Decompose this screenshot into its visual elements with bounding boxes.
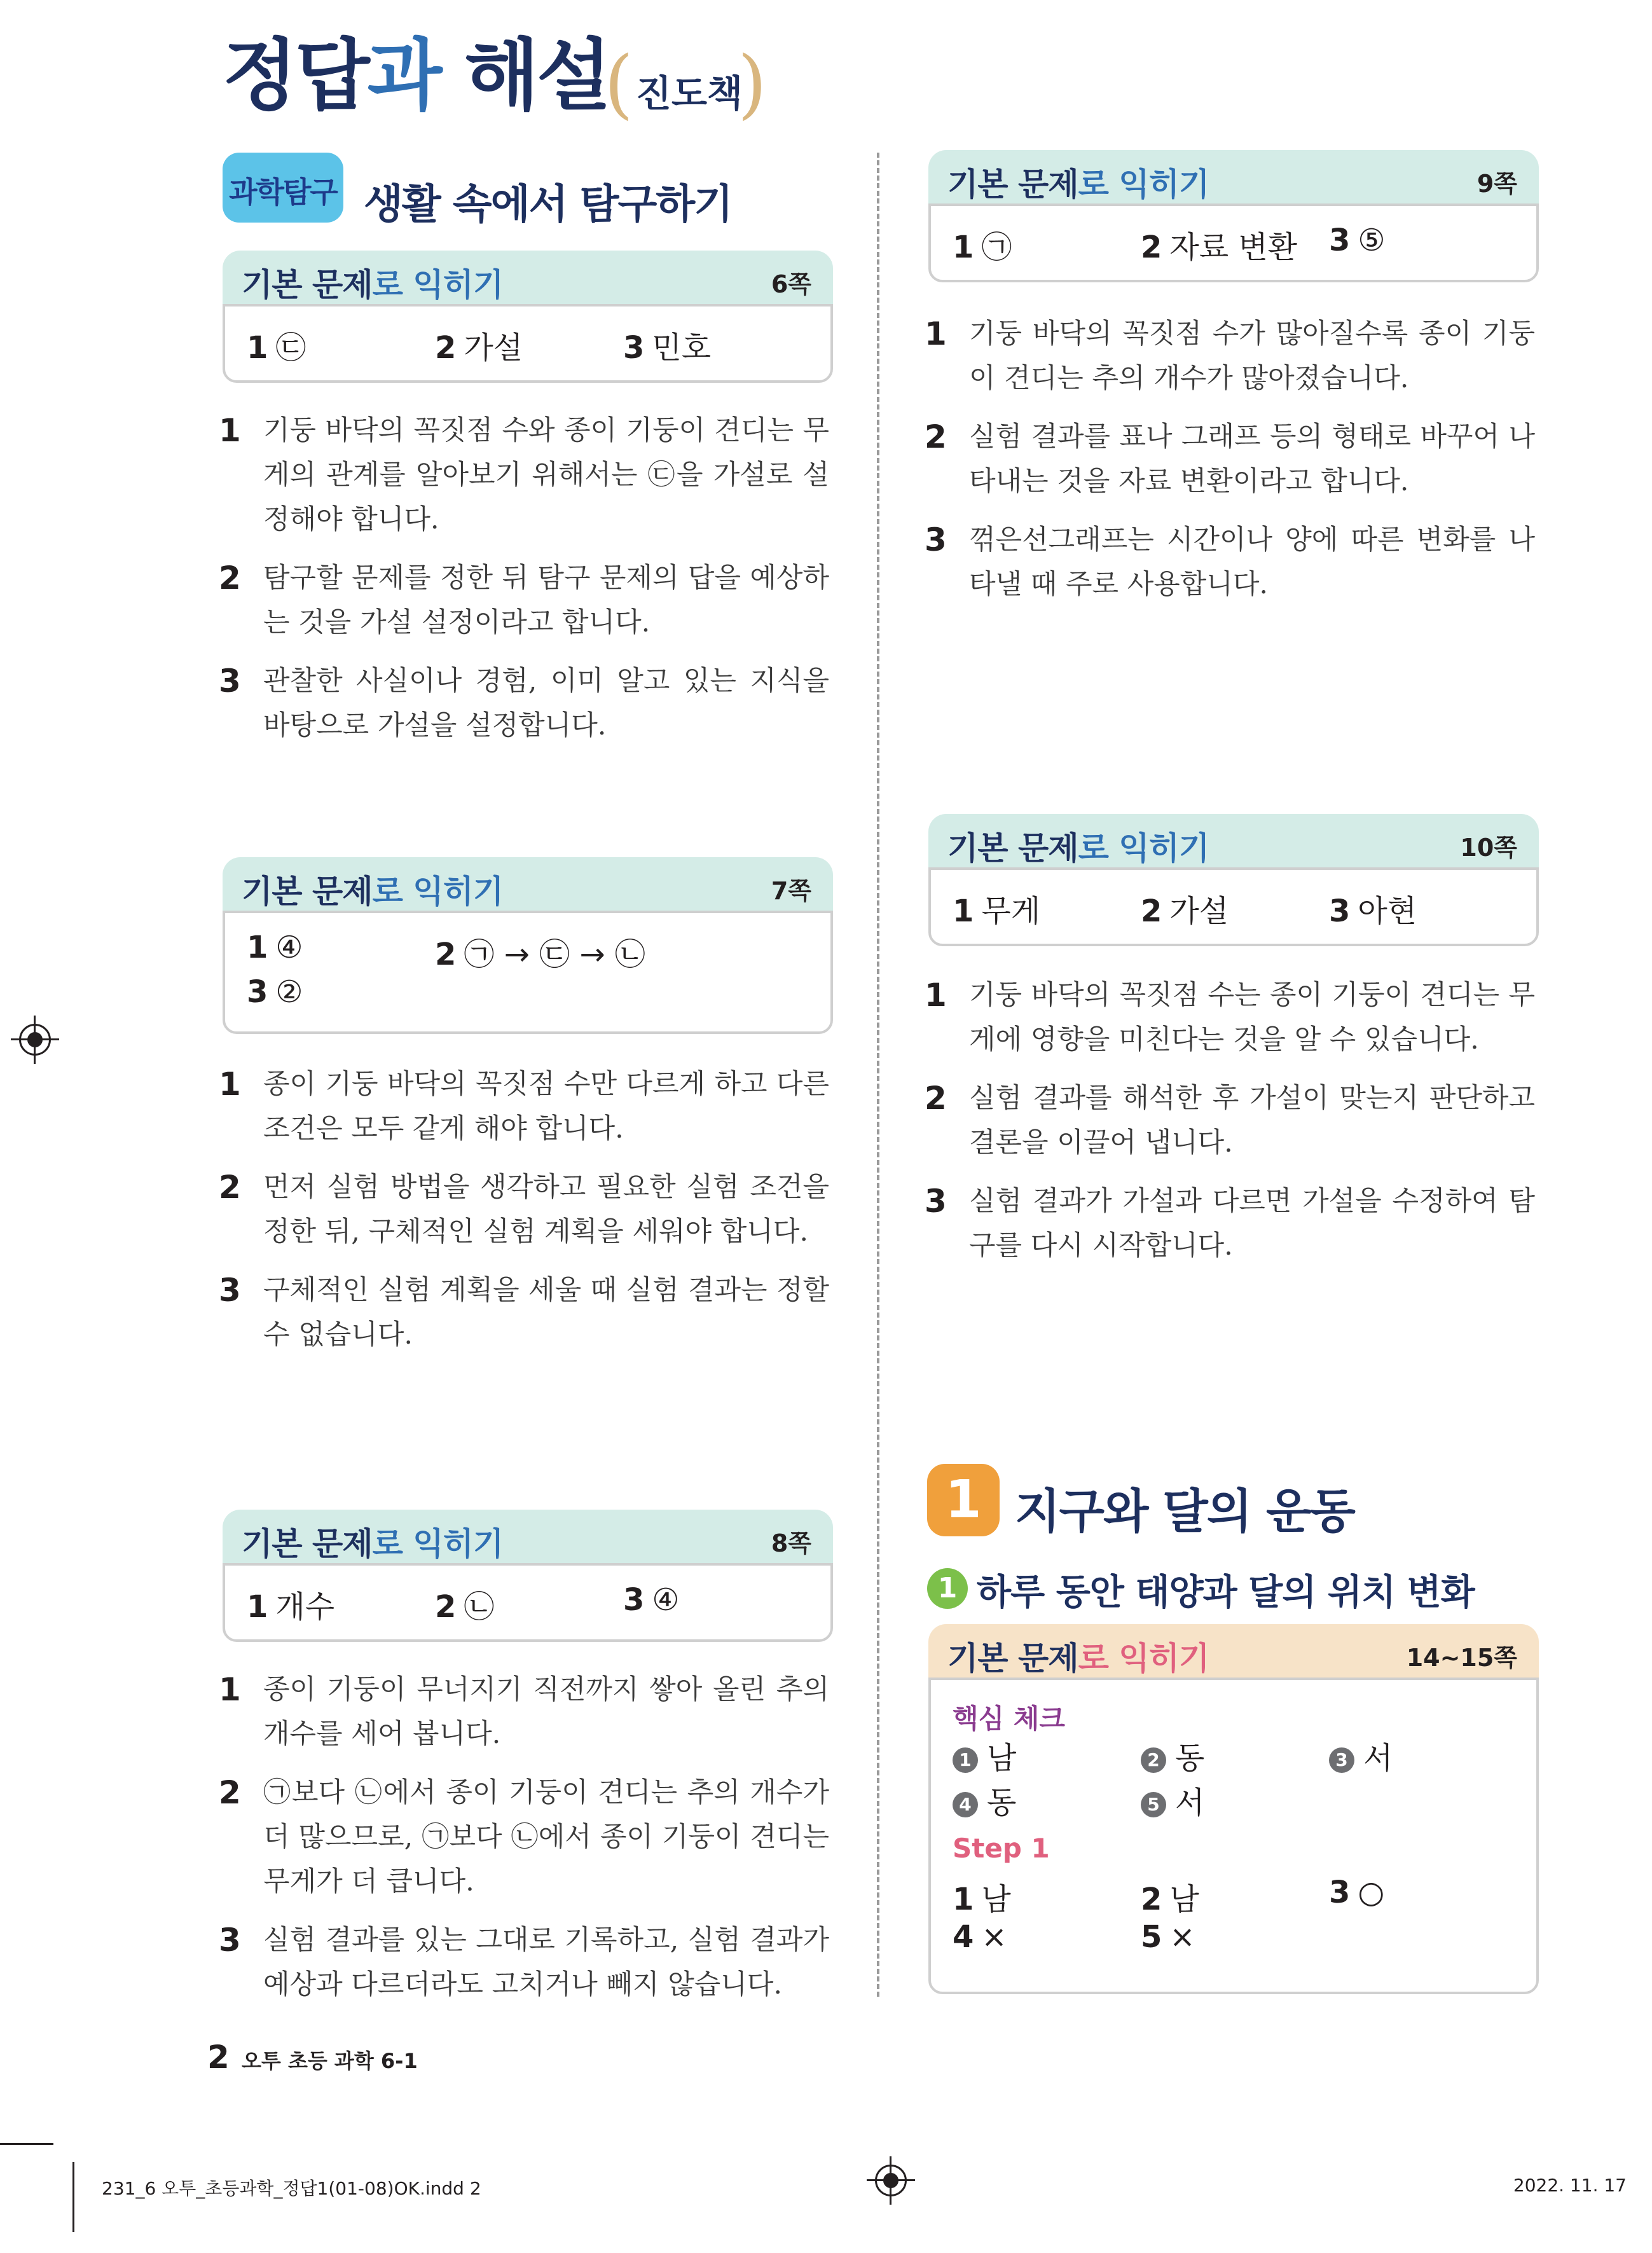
print-date: 2022. 11. 17: [1513, 2175, 1627, 2196]
page-title: 정답과 해설: [223, 31, 609, 121]
answer-item: 3 ②: [247, 974, 303, 1010]
explanation-list: [219, 408, 829, 762]
answer-item: 1 남: [953, 1882, 1011, 1917]
answer-item: 2 동: [1141, 1733, 1204, 1777]
page-subtitle: 진도책: [636, 72, 743, 115]
answer-list: [928, 867, 1539, 946]
answer-item: 2 ㉠ → ㉢ → ㉡: [435, 937, 645, 972]
explanation-item: 2 실험 결과를 해석한 후 가설이 맞는지 판단하고 결론을 이끌어 냅니다.: [925, 1080, 1535, 1159]
core-check-label: 핵심 체크: [953, 1703, 1065, 1734]
answer-box-header: 기본 문제로 익히기 6쪽: [223, 251, 833, 307]
lesson-title: 하루 동안 태양과 달의 위치 변화: [977, 1572, 1475, 1613]
chapter-number: 1: [927, 1464, 1000, 1536]
answer-item: 5 ×: [1141, 1919, 1195, 1955]
answer-item: 3 ⑤: [1329, 223, 1386, 258]
explanation-item: 2 탐구할 문제를 정한 뒤 탐구 문제의 답을 예상하는 것을 가설 설정이라고 합니다.: [219, 560, 829, 638]
explanation-item: 2 실험 결과를 표나 그래프 등의 형태로 바꾸어 나타내는 것을 자료 변환이라고 합니다.: [925, 418, 1535, 497]
explanation-list: [219, 1062, 829, 1371]
answer-box-p6: [223, 251, 833, 383]
explanation-item: 1 기둥 바닥의 꼭짓점 수는 종이 기둥이 견디는 무게에 영향을 미친다는 것을 알 수 있습니다.: [925, 977, 1535, 1056]
page-number: 2: [207, 2039, 230, 2076]
explanation-item: 3 관찰한 사실이나 경험, 이미 알고 있는 지식을 바탕으로 가설을 설정합니다.: [219, 663, 829, 741]
chapter-title: 지구와 달의 운동: [1015, 1484, 1354, 1539]
explanation-item: 1 종이 기둥이 무너지기 직전까지 쌓아 올린 추의 개수를 세어 봅니다.: [219, 1671, 829, 1750]
explanation-item: 2 먼저 실험 방법을 생각하고 필요한 실험 조건을 정한 뒤, 구체적인 실험 계획을 세워야 합니다.: [219, 1169, 829, 1248]
registration-mark-icon: [19, 1024, 51, 1056]
answer-item: 1 개수: [247, 1589, 335, 1625]
print-file-name: 231_6 오투_초등과학_정답1(01-08)OK.indd 2: [102, 2178, 481, 2199]
answer-box-header: 기본 문제로 익히기 7쪽: [223, 857, 833, 913]
answer-item: 1 ㉢: [247, 330, 306, 366]
answer-box-p10: [928, 814, 1539, 946]
answer-item: 1 ㉠: [953, 230, 1012, 265]
answer-list: [223, 304, 833, 383]
trim-line: [0, 2143, 53, 2145]
answer-item: 3 민호: [623, 330, 712, 366]
page-ref: 10쪽: [1460, 834, 1517, 862]
paren-close: ): [738, 39, 767, 127]
column-divider: [877, 153, 879, 1997]
page-ref: 9쪽: [1476, 170, 1517, 198]
answer-item: 2 ㉡: [435, 1589, 495, 1625]
answer-box-p7: [223, 857, 833, 1034]
answer-item: 2 가설: [435, 330, 523, 366]
answer-item: 1 남: [953, 1733, 1016, 1777]
answer-item: 3 아현: [1329, 893, 1417, 929]
explanation-item: 3 구체적인 실험 계획을 세울 때 실험 결과는 정할 수 없습니다.: [219, 1272, 829, 1351]
answer-item: 5 서: [1141, 1778, 1204, 1822]
explanation-item: 1 종이 기둥 바닥의 꼭짓점 수만 다르게 하고 다른 조건은 모두 같게 해야 합니다.: [219, 1066, 829, 1145]
step-label: Step 1: [953, 1833, 1050, 1864]
answer-item: 4 ×: [953, 1919, 1007, 1955]
page-ref: 14~15쪽: [1406, 1644, 1517, 1672]
answer-list: [928, 1678, 1539, 1994]
registration-mark-icon: [875, 2165, 907, 2196]
explanation-item: 2 ㉠보다 ㉡에서 종이 기둥이 견디는 추의 개수가 더 많으므로, ㉠보다 ㉡에서 종이 기둥이 견디는 무게가 더 큽니다.: [219, 1774, 829, 1898]
explanation-list: [925, 973, 1535, 1282]
trim-line: [72, 2162, 74, 2232]
answer-item: 2 가설: [1141, 893, 1229, 929]
answer-item: 1 ④: [247, 930, 303, 965]
science-inquiry-badge: 과학탐구: [223, 153, 343, 223]
explanation-list: [219, 1667, 829, 2021]
answer-box-p8: [223, 1510, 833, 1642]
page-ref: 8쪽: [771, 1529, 811, 1557]
answer-item: 4 동: [953, 1778, 1016, 1822]
answer-item: 2 자료 변환: [1141, 230, 1298, 265]
paren-open: (: [604, 39, 634, 127]
explanation-item: 3 실험 결과가 가설과 다르면 가설을 수정하여 탐구를 다시 시작합니다.: [925, 1183, 1535, 1262]
answer-item: 2 남: [1141, 1882, 1199, 1917]
answer-item: 3 서: [1329, 1733, 1393, 1777]
answer-box-p14-15: [928, 1624, 1539, 1994]
explanation-item: 1 기둥 바닥의 꼭짓점 수와 종이 기둥이 견디는 무게의 관계를 알아보기 위해서는 ㉢을 가설로 설정해야 합니다.: [219, 412, 829, 535]
answer-box-header: 기본 문제로 익히기 10쪽: [928, 814, 1539, 870]
answer-list: [223, 1563, 833, 1642]
explanation-item: 1 기둥 바닥의 꼭짓점 수가 많아질수록 종이 기둥이 견디는 추의 개수가 많아졌습니다.: [925, 315, 1535, 394]
book-title: 오투 초등 과학 6-1: [242, 2049, 418, 2073]
answer-item: 3 ○: [1329, 1875, 1385, 1910]
answer-item: 1 무게: [953, 893, 1041, 929]
answer-box-header: 기본 문제로 익히기 9쪽: [928, 150, 1539, 206]
answer-list: [223, 911, 833, 1034]
explanation-list: [925, 312, 1535, 621]
answer-item: 3 ④: [623, 1582, 680, 1618]
explanation-item: 3 실험 결과를 있는 그대로 기록하고, 실험 결과가 예상과 다르더라도 고치거나 빼지 않습니다.: [219, 1922, 829, 2001]
page-ref: 7쪽: [771, 877, 811, 905]
explanation-item: 3 꺾은선그래프는 시간이나 양에 따른 변화를 나타낼 때 주로 사용합니다.: [925, 521, 1535, 600]
lesson-number: 1: [927, 1568, 968, 1609]
answer-list: [928, 203, 1539, 282]
answer-box-header: 기본 문제로 익히기 8쪽: [223, 1510, 833, 1566]
answer-box-p9: [928, 150, 1539, 282]
page-ref: 6쪽: [771, 270, 811, 298]
answer-box-header: 기본 문제로 익히기 14~15쪽: [928, 1624, 1539, 1680]
section-title: 생활 속에서 탐구하기: [364, 181, 732, 228]
